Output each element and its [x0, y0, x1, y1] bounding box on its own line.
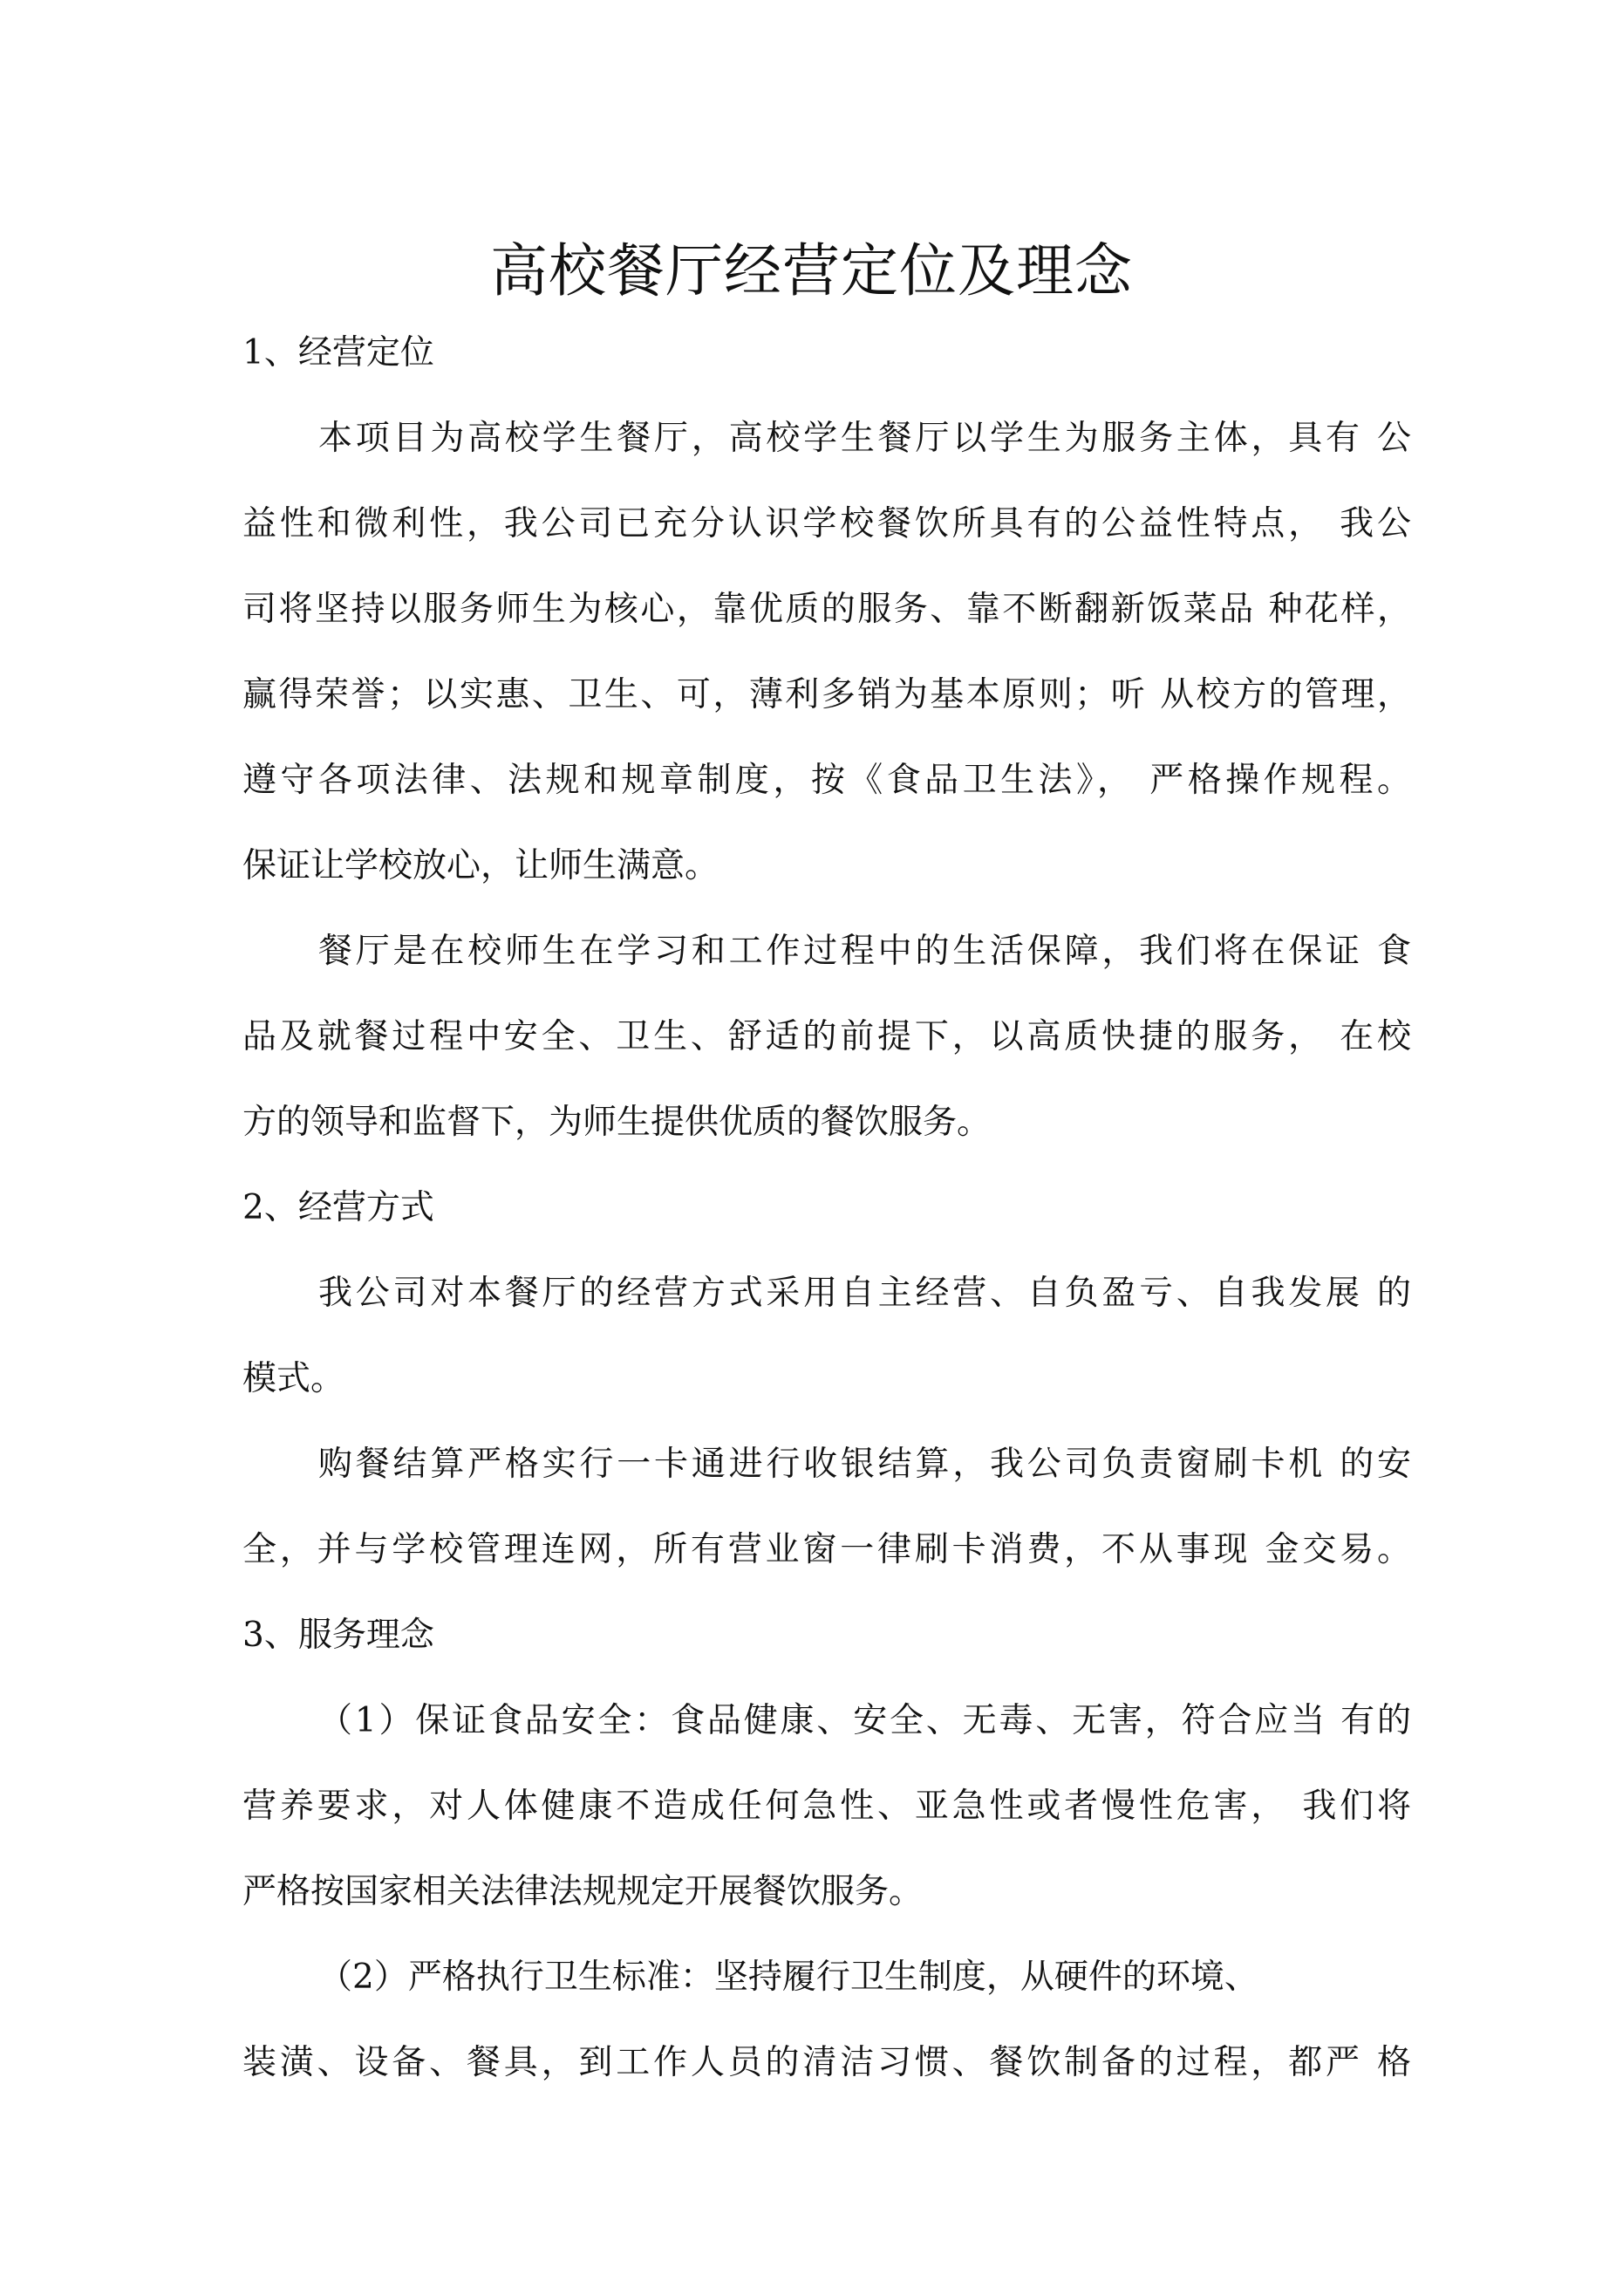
paragraph-line: 全，并与学校管理连网，所有营业窗一律刷卡消费，不从事现 金交易。 [242, 1530, 1411, 1569]
paragraph-line: 遵守各项法律、法规和规章制度，按《食品卫生法》， 严格操作规程。 [242, 761, 1411, 800]
section-heading-2: 2、经营方式 [242, 1188, 434, 1227]
paragraph-line: 本项目为高校学生餐厅，高校学生餐厅以学生为服务主体，具有 公 [318, 419, 1411, 458]
paragraph-line: 购餐结算严格实行一卡通进行收银结算，我公司负责窗刷卡机 的安 [318, 1445, 1411, 1484]
paragraph-line: 益性和微利性，我公司已充分认识学校餐饮所具有的公益性特点， 我公 [242, 504, 1411, 543]
paragraph-line: 司将坚持以服务师生为核心，靠优质的服务、靠不断翻新饭菜品 种花样， [242, 590, 1411, 629]
paragraph-line: 方的领导和监督下，为师生提供优质的餐饮服务。 [242, 1103, 992, 1142]
paragraph-line: 装潢、设备、餐具，到工作人员的清洁习惯、餐饮制备的过程，都严 格 [242, 2043, 1411, 2082]
document-title: 高校餐厅经营定位及理念 [490, 237, 1133, 305]
paragraph-line: 营养要求，对人体健康不造成任何急性、亚急性或者慢性危害， 我们将 [242, 1787, 1411, 1826]
paragraph-line: （2）严格执行卫生标准：坚持履行卫生制度，从硬件的环境、 [318, 1958, 1258, 1997]
paragraph-line: 餐厅是在校师生在学习和工作过程中的生活保障，我们将在保证 食 [318, 932, 1411, 971]
section-heading-3: 3、服务理念 [242, 1616, 434, 1655]
paragraph-line: （1）保证食品安全：食品健康、安全、无毒、无害，符合应当 有的 [318, 1701, 1411, 1740]
paragraph-line: 保证让学校放心，让师生满意。 [242, 846, 719, 885]
paragraph-line: 严格按国家相关法律法规规定开展餐饮服务。 [242, 1872, 924, 1911]
paragraph-line: 赢得荣誉；以实惠、卫生、可，薄利多销为基本原则；听 从校方的管理， [242, 675, 1411, 714]
paragraph-line: 模式。 [242, 1359, 345, 1398]
section-heading-1: 1、经营定位 [242, 333, 434, 372]
paragraph-line: 我公司对本餐厅的经营方式采用自主经营、自负盈亏、自我发展 的 [318, 1274, 1411, 1313]
paragraph-line: 品及就餐过程中安全、卫生、舒适的前提下，以高质快捷的服务， 在校 [242, 1017, 1411, 1056]
